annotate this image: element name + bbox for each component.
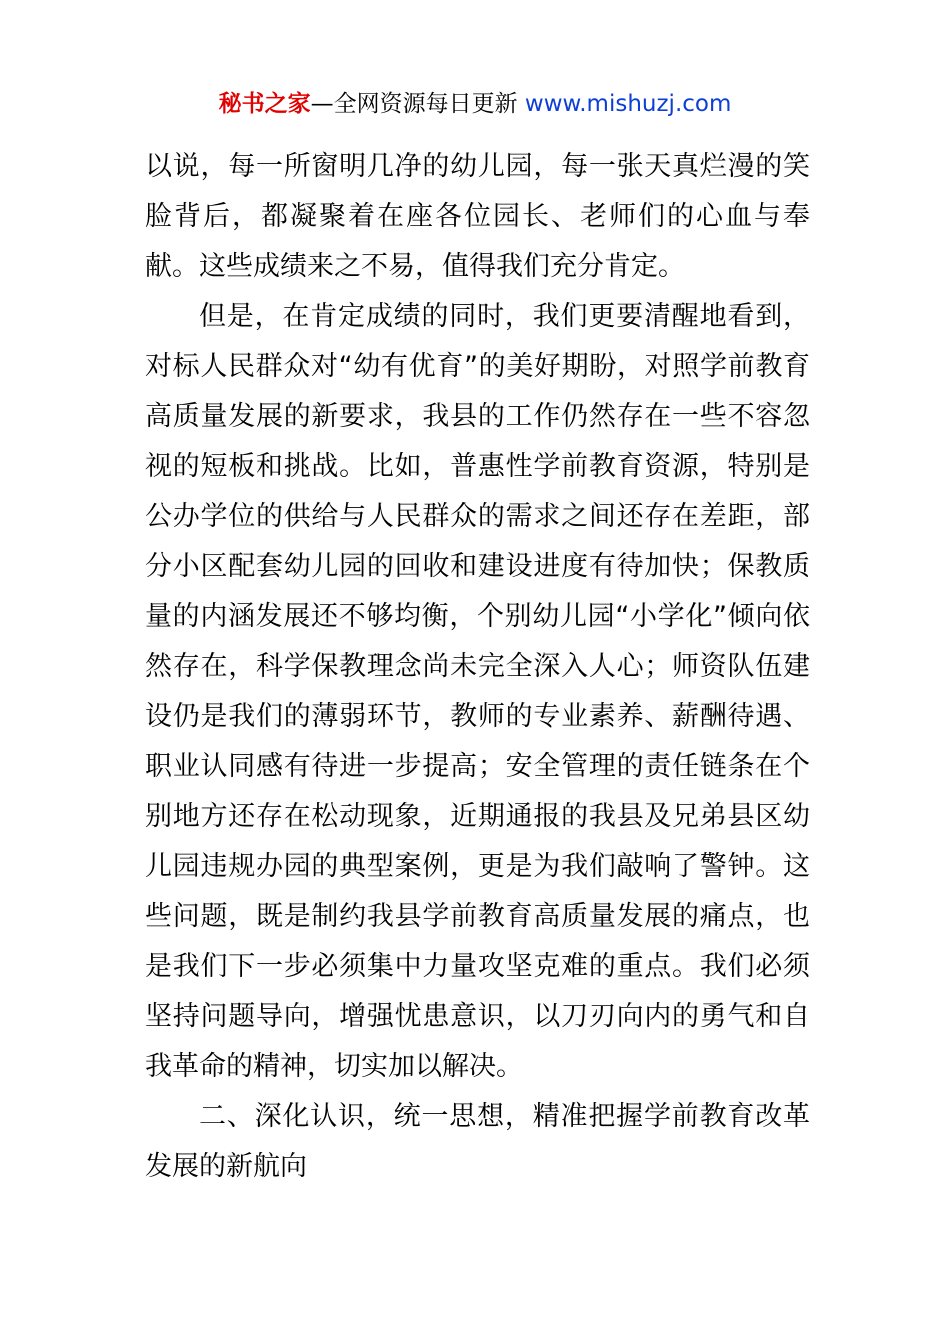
paragraph-shortcomings: 但是，在肯定成绩的同时，我们更要清醒地看到，对标人民群众对“幼有优育”的美好期盼，对照学前教育高质量发展的新要求，我县的工作仍然存在一些不容忽视的短板和挑战。比如，普惠性学前教育资源，特别是公办学位的供给与人民群众的需求之间还存在差距，部分小区配套幼儿园的回收和建设进度有待加快；保教质量的内涵发展还不够均衡，个别幼儿园“小学化”倾向依然存在，科学保教理念尚未完全深入人心；师资队伍建设仍是我们的薄弱环节，教师的专业素养、薪酬待遇、职业认同感有待进一步提高；安全管理的责任链条在个别地方还存在松动现象，近期通报的我县及兄弟县区幼儿园违规办园的典型案例，更是为我们敲响了警钟。这些问题，既是制约我县学前教育高质量发展的痛点，也是我们下一步必须集中力量攻坚克难的重点。我们必须坚持问题导向，增强忧患意识，以刀刃向内的勇气和自我革命的精神，切实加以解决。 bbox=[145, 301, 810, 1082]
section-heading: 二、深化认识，统一思想，精准把握学前教育改革发展的新航向 bbox=[145, 1101, 810, 1182]
site-tagline: —全网资源每日更新 bbox=[310, 91, 525, 117]
site-url: www.mishuzj.com bbox=[524, 91, 732, 117]
paragraph-continued: 以说，每一所窗明几净的幼儿园，每一张天真烂漫的笑脸背后，都凝聚着在座各位园长、老师们的心血与奉献。这些成绩来之不易，值得我们充分肯定。 bbox=[145, 151, 810, 282]
site-brand: 秘书之家 bbox=[218, 91, 311, 117]
page-header bbox=[0, 86, 950, 122]
document-body bbox=[145, 142, 810, 1192]
